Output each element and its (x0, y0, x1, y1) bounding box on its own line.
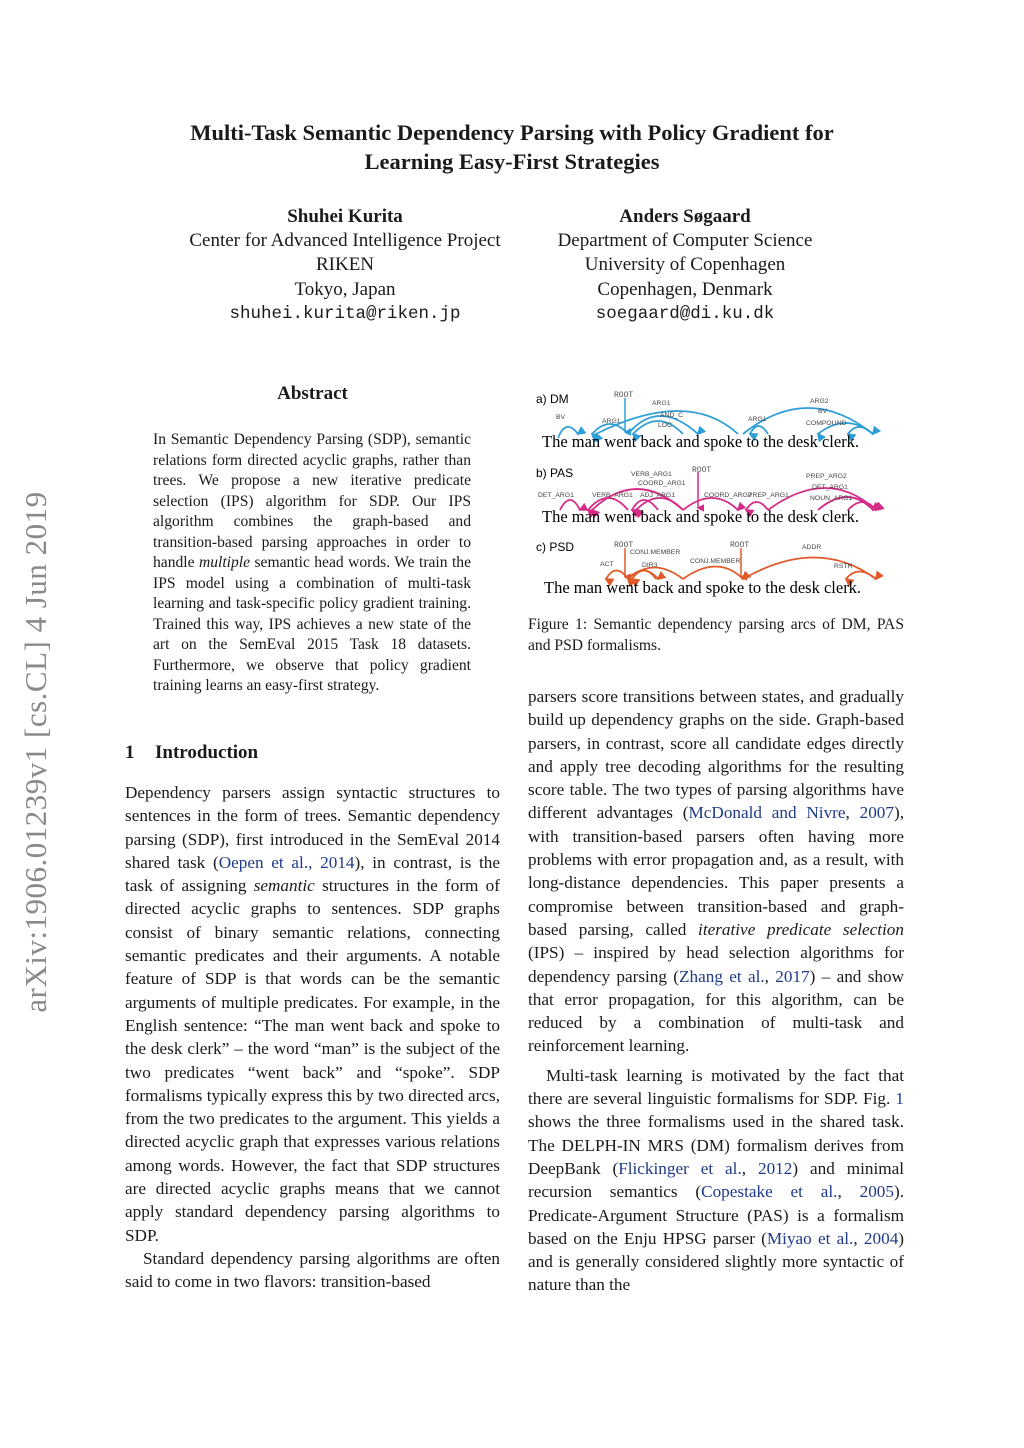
dm-arc-label: ARG1 (748, 416, 767, 423)
figure-caption: Figure 1: Semantic dependency parsing arcs of DM, PAS and PSD formalisms. (528, 616, 904, 654)
psd-arc-label: CONJ.MEMBER (690, 558, 741, 565)
text: shows the three formalisms used in the shared task. The DELPH-IN MRS (DM) formalism derives from DeepBank ( (528, 1112, 904, 1178)
text: structures in the form of directed acyclic graphs to sentences. SDP graphs consist of binary semantic relations, connecting semantic predicates and their arguments. A notable feature of SDP is that words can be the semantic arguments of multiple predicates. For example, in the English sentence: “The man went back and spoke to the desk clerk” – the word “man” is the subject of the two predicates “went back” and “spoke”. SDP formalisms typically express this by two directed arcs, from the two predicates to the argument. This yields a directed acyclic graph that expresses various relations among words. However, the fact that SDP structures are directed acyclic graphs means that we cannot apply standard dependency parsing algorithms to SDP. (125, 876, 500, 1245)
pas-arc-label: ADJ_ARG1 (640, 492, 676, 499)
paragraph: parsers score transitions between states, and gradually build up dependency graphs on the side. Graph-based parsers, in contrast, score all candidate edges directly and apply tree decoding algorithms for the resulting score table. The two types of parsing algorithms have different advantages (McDonald and Nivre, 2007), with transition-based parsers often having more problems with error propagation and, as a result, with long-distance dependencies. This paper presents a compromise between transition-based and graph-based parsing, called iterative predicate selection (IPS) – inspired by head selection algorithms for dependency parsing (Zhang et al., 2017) – and show that error propagation, for this algorithm, can be reduced by a combination of multi-task and reinforcement learning. (528, 687, 904, 1056)
section-title: Introduction (155, 742, 259, 763)
dm-arc-label: BV (818, 408, 828, 415)
author-name: Anders Søgaard (619, 206, 751, 227)
author-block-2 (530, 205, 840, 326)
text: (IPS) – inspired by head selection algorithms for dependency parsing ( (528, 943, 904, 986)
dm-arc-label: BV (556, 414, 566, 421)
dm-arc-label: COMPOUND (806, 420, 847, 427)
text: Dependency parsers assign syntactic structures to sentences in the form of trees. Semantic dependency parsing (SDP), first introduced in the SemEval 2014 shared task ( (125, 783, 500, 872)
text: parsers score transitions between states, and gradually build up dependency graphs on the side. Graph-based parsers, in contrast, score all candidate edges directly and apply tree decoding algorithms for the resulting score table. The two types of parsing algorithms have different advantages ( (528, 687, 904, 823)
author-affiliation: Center for Advanced Intelligence Project (189, 230, 501, 252)
citation-link[interactable]: McDonald and Nivre (688, 803, 846, 823)
pas-root-label: ROOT (692, 466, 712, 475)
abstract-emphasis: multiple (198, 554, 251, 571)
author-affiliation: RIKEN (315, 254, 375, 276)
pas-arc-label: DET_ARG1 (538, 492, 574, 499)
citation-link[interactable]: 2004 (863, 1228, 899, 1248)
pas-arc-label: COORD_ARG2 (704, 492, 752, 499)
pas-arc-label: PREP_ARG1 (748, 492, 789, 499)
dm-arc-label: ARG2 (810, 398, 829, 405)
panel-label-dm: a) DM (536, 392, 569, 406)
emphasis: iterative predicate selection (698, 919, 904, 939)
author-block-1 (175, 205, 515, 326)
dm-arc-label: AND_C (660, 412, 684, 419)
paragraph (125, 781, 500, 1247)
citation-link[interactable]: Zhang et al. (679, 966, 765, 986)
citation-link[interactable]: 2007 (859, 803, 894, 823)
pas-sentence: The man went back and spoke to the desk clerk. (542, 507, 860, 526)
psd-arc-label: ADDR (802, 544, 822, 551)
pas-arc-label: NOUN_ARG1 (810, 495, 853, 502)
pas-arc-label: PREP_ARG2 (806, 473, 847, 480)
abstract-body (153, 430, 471, 697)
psd-root-label: ROOT (614, 541, 634, 550)
title-line-2: Learning Easy-First Strategies (364, 149, 660, 174)
author-location: Tokyo, Japan (294, 278, 396, 300)
right-column-text (528, 685, 904, 1297)
author-location: Copenhagen, Denmark (597, 278, 773, 300)
author-affiliation: University of Copenhagen (584, 254, 786, 276)
author-name: Shuhei Kurita (287, 206, 403, 227)
dm-arc-label: ARG1 (602, 418, 621, 425)
paragraph: Standard dependency parsing algorithms are often said to come in two flavors: transition-based (125, 1248, 500, 1292)
citation-link[interactable]: 2005 (859, 1182, 894, 1202)
text: ) and minimal recursion semantics ( (528, 1158, 905, 1202)
dm-arc-label: ARG1 (652, 400, 671, 407)
dm-arc-label: LOC (658, 422, 672, 429)
citation-link[interactable]: Miyao et al. (766, 1228, 854, 1248)
psd-arc-label: ACT (600, 561, 614, 568)
pas-arc-label: DET_ARG1 (812, 484, 848, 491)
psd-arc-label: DIR3 (642, 562, 658, 569)
section-heading (125, 742, 258, 764)
figure-1 (528, 386, 904, 602)
text: ). Predicate-Argument Structure (PAS) is a formalism based on the Enju HPSG parser ( (528, 1182, 904, 1248)
citation-link[interactable]: Copestake et al. (701, 1182, 838, 1202)
emphasis: semantic (253, 876, 315, 896)
pas-arc-label: COORD_ARG1 (638, 480, 686, 487)
figure-link[interactable]: 1 (895, 1089, 904, 1109)
section-number: 1 (125, 742, 135, 763)
citation-link[interactable]: Oepen et al., 2014 (218, 852, 355, 872)
abstract-heading: Abstract (277, 383, 348, 404)
author-email[interactable]: shuhei.kurita@riken.jp (229, 303, 461, 324)
pas-arc-label: VERB_ARG1 (592, 492, 633, 499)
pas-arc-label: VERB_ARG1 (631, 471, 672, 478)
author-affiliation: Department of Computer Science (557, 230, 813, 252)
arxiv-stamp-text: arXiv:1906.01239v1 [cs.CL] 4 Jun 2019 (18, 491, 53, 1013)
paper-title (0, 118, 1024, 176)
text: ) and is generally considered slightly more syntactic of nature than the (528, 1228, 905, 1295)
abstract-text: semantic head words. We train the IPS model using a combination of multi-task learning and task-specific policy gradient training. Trained this way, IPS achieves a new state of the art on the SemEval 2015 Task 18 datasets. Furthermore, we observe that policy gradient training learns an easy-first strategy. (153, 554, 471, 694)
text: ) – and show that error propagation, for this algorithm, can be reduced by a combination of multi-task and reinforcement learning. (528, 966, 904, 1056)
author-email[interactable]: soegaard@di.ku.dk (595, 303, 775, 324)
text: ), in contrast, is the task of assigning (125, 852, 500, 896)
title-line-1: Multi-Task Semantic Dependency Parsing with Policy Gradient for (190, 120, 834, 145)
text: ), with transition-based parsers often having more problems with error propagation and, as a result, with long-distance dependencies. This paper presents a compromise between transition-based and graph-based parsing, called (528, 803, 904, 939)
dm-root-label: ROOT (614, 391, 634, 400)
citation-link[interactable]: Flickinger et al. (618, 1158, 742, 1178)
psd-arc-label: CONJ.MEMBER (630, 549, 681, 556)
dm-sentence: The man went back and spoke to the desk clerk. (542, 432, 860, 451)
abstract-text: In Semantic Dependency Parsing (SDP), semantic relations form directed acyclic graphs, rather than trees. We propose a new iterative predicate selection (IPS) algorithm for SDP. Our IPS algorithm combines the graph-based and transition-based parsing approaches in order to handle (153, 431, 471, 571)
citation-link[interactable]: 2012 (757, 1158, 793, 1178)
citation-link[interactable]: 2017 (775, 966, 810, 986)
left-column-text (125, 781, 500, 1294)
figure-1-diagram (528, 386, 904, 602)
psd-root-label: ROOT (730, 541, 750, 550)
psd-arc (743, 558, 876, 580)
panel-label-pas: b) PAS (536, 466, 574, 480)
psd-sentence: The man went back and spoke to the desk clerk. (544, 578, 862, 597)
paragraph: Multi-task learning is motivated by the fact that there are several linguistic formalisms for SDP. Fig. 1 shows the three formalisms used in the shared task. The DELPH-IN MRS (DM) formalism derives from DeepBank (Flickinger et al., 2012) and minimal recursion semantics (Copestake et al., 2005). Predicate-Argument Structure (PAS) is a formalism based on the Enju HPSG parser (Miyao et al., 2004) and is generally considered slightly more syntactic of nature than the (528, 1065, 905, 1295)
psd-arc-label: RSTR (834, 563, 853, 570)
text: Multi-task learning is motivated by the fact that there are several linguistic formalisms for SDP. Fig. (528, 1065, 904, 1109)
panel-label-psd: c) PSD (536, 540, 575, 554)
